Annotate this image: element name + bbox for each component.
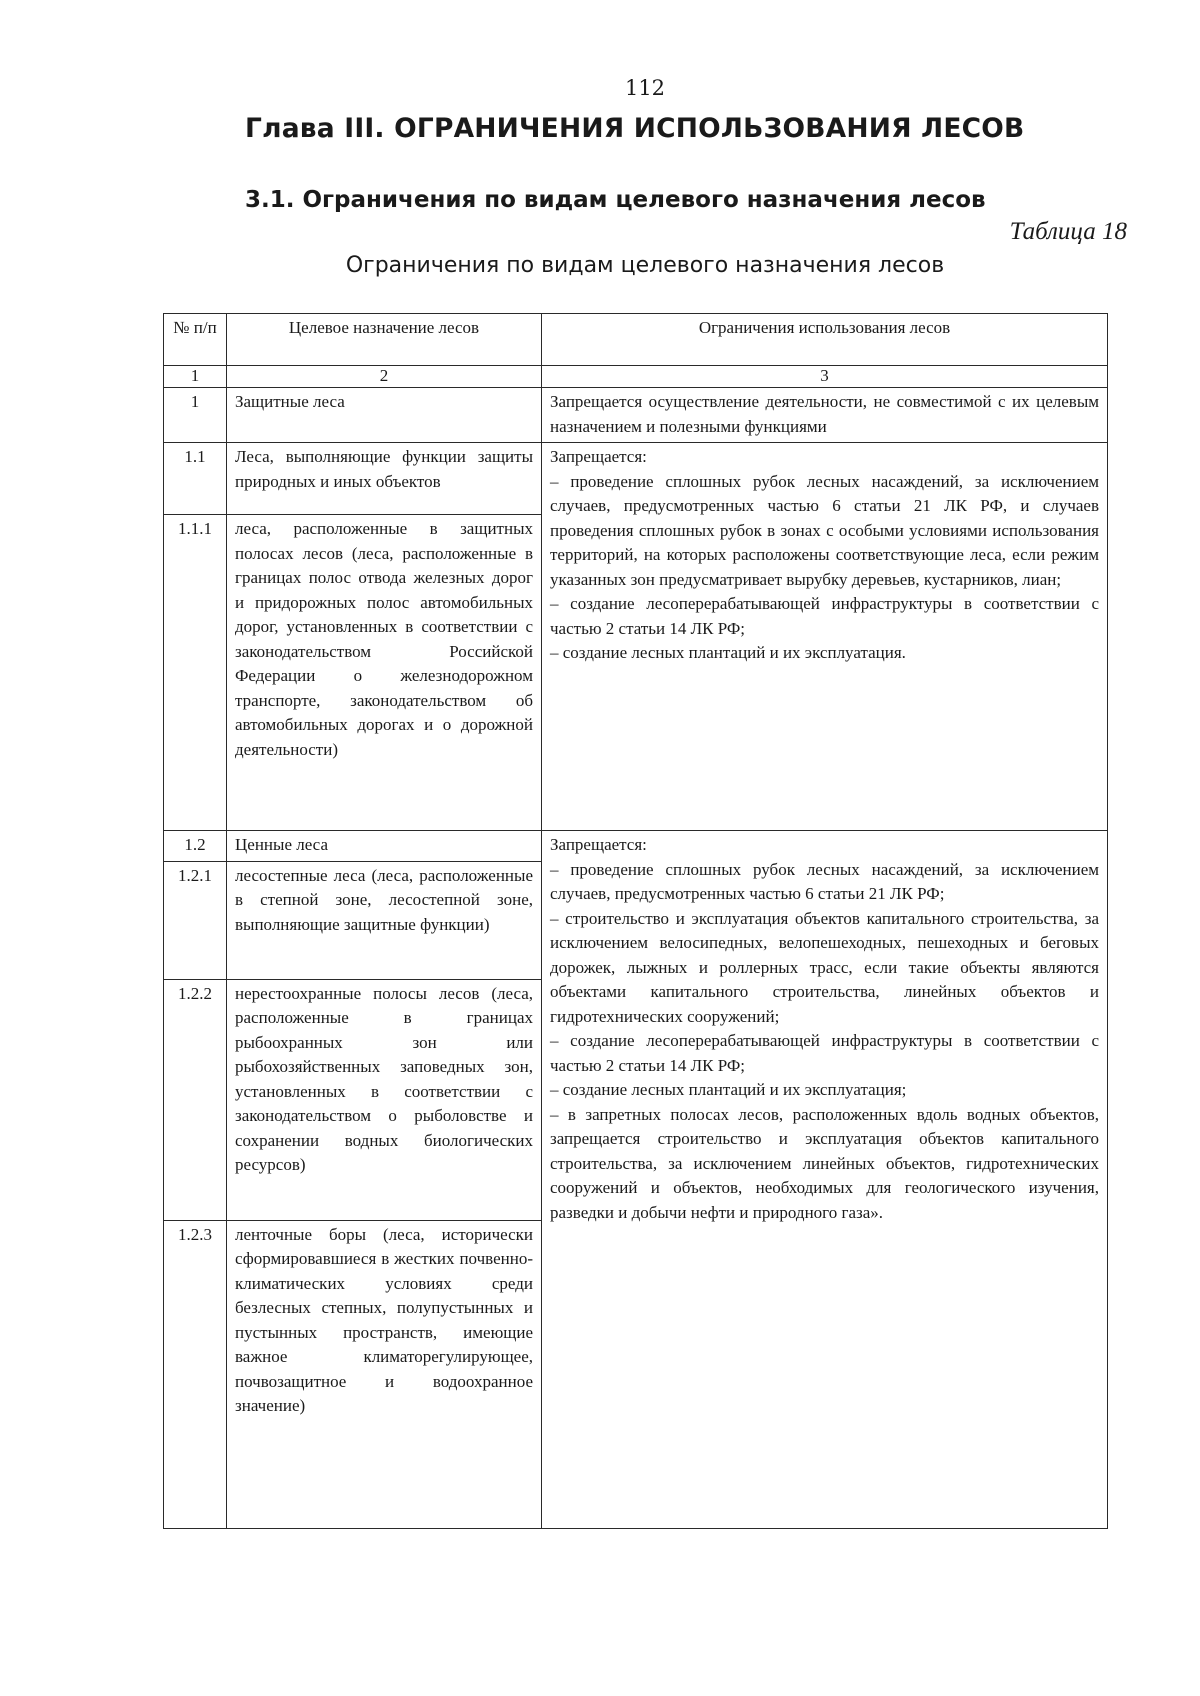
column-number: 1: [164, 366, 227, 388]
page-number: 112: [624, 76, 666, 100]
restriction-item: – проведение сплошных рубок лесных насаждений, за исключением случаев, предусмотренных частью 6 статьи 21 ЛК РФ;: [550, 859, 1099, 903]
table-row: [164, 831, 1108, 862]
header-restrictions: Ограничения использования лесов: [542, 314, 1108, 366]
row-purpose: ленточные боры (леса, исторически сформировавшиеся в жестких почвенно-климатических условиях среди безлесных степных, полупустынных и пустынных пространств, имеющие важное климаторегулирующее, почвозащитное и водоохранное значение): [227, 1220, 542, 1528]
restriction-item: – создание лесных плантаций и их эксплуатация.: [550, 643, 906, 662]
row-purpose: леса, расположенные в защитных полосах лесов (леса, расположенные в границах полос отвода железных дорог и придорожных полос автомобильных дорог, установленных в соответствии с законодательством Российской Федерации о железнодорожном транспорте, законодательством об автомобильных дорогах и о дорожной деятельности): [227, 515, 542, 831]
header-num: № п/п: [164, 314, 227, 366]
row-restrictions: [542, 443, 1108, 831]
row-num: 1.2.2: [164, 979, 227, 1220]
row-num: 1.2.1: [164, 861, 227, 979]
row-purpose: Леса, выполняющие функции защиты природных и иных объектов: [227, 443, 542, 515]
table-header-row: [164, 314, 1108, 366]
row-num: 1.2.3: [164, 1220, 227, 1528]
table-row: [164, 443, 1108, 515]
table-row: [164, 388, 1108, 443]
column-number-row: [164, 366, 1108, 388]
restrictions-intro: Запрещается:: [550, 835, 647, 854]
row-num: 1.1.1: [164, 515, 227, 831]
row-purpose: нерестоохранные полосы лесов (леса, расположенные в границах рыбоохранных зон или рыбохозяйственных заповедных зон, установленных в соответствии с законодательством о рыболовстве и сохранении водных биологических ресурсов): [227, 979, 542, 1220]
row-purpose: Защитные леса: [227, 388, 542, 443]
column-number: 3: [542, 366, 1108, 388]
row-restrictions: Запрещается осуществление деятельности, не совместимой с их целевым назначением и полезными функциями: [542, 388, 1108, 443]
restrictions-intro: Запрещается:: [550, 447, 647, 466]
restriction-item: – строительство и эксплуатация объектов капитального строительства, за исключением велосипедных, велопешеходных, пешеходных и беговых дорожек, лыжных и роллерных трасс, если такие объекты являются объектами капитального строительства, линейных объектов и гидротехнических сооружений;: [550, 908, 1099, 1026]
row-purpose: лесостепные леса (леса, расположенные в степной зоне, лесостепной зоне, выполняющие защитные функции): [227, 861, 542, 979]
table-caption: Ограничения по видам целевого назначения лесов: [345, 253, 945, 278]
row-restrictions: [542, 831, 1108, 1529]
restrictions-table: [163, 313, 1108, 1529]
restriction-item: – в запретных полосах лесов, расположенных вдоль водных объектов, запрещается строительство и эксплуатация объектов капитального строительства, за исключением линейных объектов, гидротехнических сооружений и объектов, необходимых для геологического изучения, разведки и добычи нефти и природного газа».: [550, 1104, 1099, 1222]
restriction-item: – создание лесоперерабатывающей инфраструктуры в соответствии с частью 2 статьи 14 ЛК РФ;: [550, 594, 1099, 638]
section-title: 3.1. Ограничения по видам целевого назначения лесов: [245, 187, 986, 213]
restriction-item: – создание лесоперерабатывающей инфраструктуры в соответствии с частью 2 статьи 14 ЛК РФ;: [550, 1031, 1099, 1075]
restriction-item: – создание лесных плантаций и их эксплуатация;: [550, 1080, 907, 1099]
table-label: Таблица 18: [1009, 218, 1127, 245]
row-num: 1.1: [164, 443, 227, 515]
row-num: 1.2: [164, 831, 227, 862]
restriction-item: – проведение сплошных рубок лесных насаждений, за исключением случаев, предусмотренных частью 6 статьи 21 ЛК РФ, и случаев проведения сплошных рубок в зонах с особыми условиями использования территорий, на которых расположены соответствующие леса, если режим указанных зон предусматривает вырубку деревьев, кустарников, лиан;: [550, 471, 1099, 589]
row-num: 1: [164, 388, 227, 443]
row-purpose: Ценные леса: [227, 831, 542, 862]
header-purpose: Целевое назначение лесов: [227, 314, 542, 366]
chapter-title: Глава III. ОГРАНИЧЕНИЯ ИСПОЛЬЗОВАНИЯ ЛЕСОВ: [245, 113, 1025, 144]
column-number: 2: [227, 366, 542, 388]
